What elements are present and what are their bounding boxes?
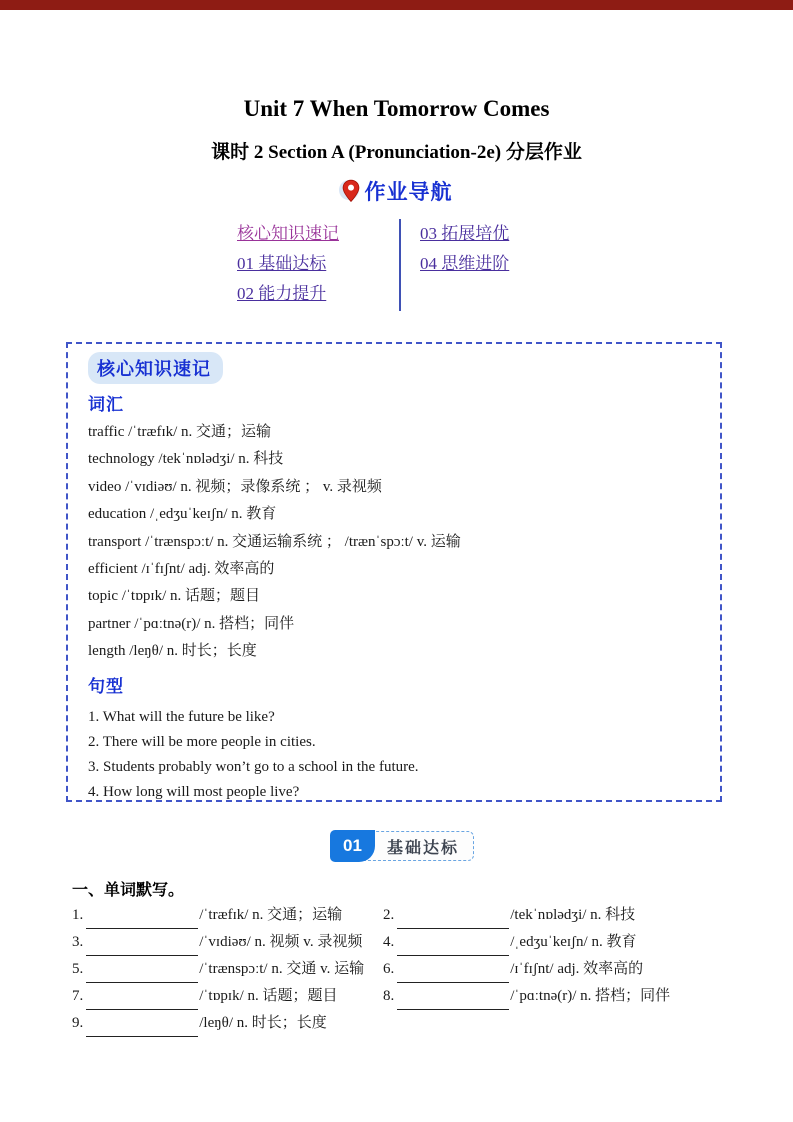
vocab-list [88,419,702,666]
pattern-item: 2. There will be more people in cities. [88,733,316,750]
vocab-item: video /ˈvɪdiəʊ/ n. 视频；录像系统 ； v. 录视频 [88,478,382,495]
map-pin-icon [341,179,363,203]
patterns-heading: 句型 [88,676,124,696]
vocab-item: traffic /ˈtræfɪk/ n. 交通；运输 [88,424,272,440]
answer-blank [397,940,509,956]
item-number: 7. [72,988,84,1004]
item-number: 4. [383,934,395,950]
item-number: 5. [72,961,84,977]
nav-link-04-thinking[interactable]: 04 思维进阶 [420,254,510,273]
item-hint: /leŋθ/ n. 时长；长度 [199,1015,327,1031]
dictation-item-8 [383,983,762,1010]
nav-links-left-column [237,221,339,311]
dictation-item-7 [72,983,383,1010]
item-hint: /ˈvɪdiəʊ/ n. 视频 v. 录视频 [199,934,363,950]
dictation-item-5 [72,956,383,983]
answer-blank [86,940,198,956]
nav-link-core-knowledge[interactable]: 核心知识速记 [237,224,339,243]
vocab-item: length /leŋθ/ n. 时长；长度 [88,643,257,660]
dictation-item-3 [72,929,383,956]
item-hint: /ˈpɑːtnə(r)/ n. 搭档；同伴 [510,988,671,1004]
homework-nav-heading [0,178,793,204]
item-hint: /ˌedʒuˈkeɪʃn/ n. 教育 [510,934,637,950]
pattern-item: 1. What will the future be like? [88,708,275,725]
page-title: Unit 7 When Tomorrow Comes [243,96,550,121]
vocab-item: technology /tekˈnɒlədʒi/ n. 科技 [88,451,284,468]
nav-heading-label: 作业导航 [364,181,453,204]
dictation-grid [72,902,762,1037]
vocab-item: education /ˌedʒuˈkeɪʃn/ n. 教育 [88,506,277,523]
item-number: 2. [383,907,395,923]
answer-blank [397,967,509,983]
answer-blank [86,1021,198,1037]
nav-link-01-basics[interactable]: 01 基础达标 [237,254,327,273]
item-number: 6. [383,961,395,977]
item-number: 3. [72,934,84,950]
vocab-item: efficient /ɪˈfɪʃnt/ adj. 效率高的 [88,561,275,578]
vocab-item: partner /ˈpɑːtnə(r)/ n. 搭档；同伴 [88,615,295,632]
dictation-item-2 [383,902,762,929]
section-badge-label: 基础达标 [387,839,460,857]
item-hint: /ɪˈfɪʃnt/ adj. 效率高的 [510,961,644,977]
item-hint: /ˈtrænspɔːt/ n. 交通 v. 运输 [199,961,365,977]
section-badge-number: 01 [330,830,375,862]
answer-blank [86,967,198,983]
vocab-heading: 词汇 [88,395,124,414]
dictation-item-4 [383,929,762,956]
dictation-item-1 [72,902,383,929]
nav-link-02-ability[interactable]: 02 能力提升 [237,284,327,303]
core-knowledge-box [66,342,722,802]
top-accent-bar [0,0,793,10]
page-subtitle: 课时 2 Section A (Pronunciation-2e) 分层作业 [211,142,582,163]
answer-blank [397,913,509,929]
dictation-item-6 [383,956,762,983]
answer-blank [86,913,198,929]
nav-link-03-expand[interactable]: 03 拓展培优 [420,224,510,243]
item-hint: /ˈtɒpɪk/ n. 话题；题目 [199,988,338,1004]
pattern-item: 3. Students probably won’t go to a school in the future. [88,759,419,776]
item-hint: /tekˈnɒlədʒi/ n. 科技 [510,907,636,923]
exercise-title: 一、单词默写。 [72,882,185,899]
section-01-badge [330,831,474,861]
vocab-item: transport /ˈtrænspɔːt/ n. 交通运输系统 ； /trænˈspɔːt/ v. 运输 [88,533,461,550]
dictation-item-9 [72,1010,383,1037]
pattern-item: 4. How long will most people live? [88,784,300,801]
item-hint: /ˈtræfɪk/ n. 交通；运输 [199,907,343,923]
answer-blank [86,994,198,1010]
pattern-list [88,705,702,802]
vocab-item: topic /ˈtɒpɪk/ n. 话题；题目 [88,588,261,605]
nav-links-right-column [420,221,509,281]
answer-blank [397,994,509,1010]
item-number: 8. [383,988,395,1004]
item-number: 9. [72,1015,84,1031]
nav-links [0,221,793,316]
core-knowledge-heading: 核心知识速记 [88,352,223,384]
nav-divider-line [399,219,401,311]
item-number: 1. [72,907,84,923]
